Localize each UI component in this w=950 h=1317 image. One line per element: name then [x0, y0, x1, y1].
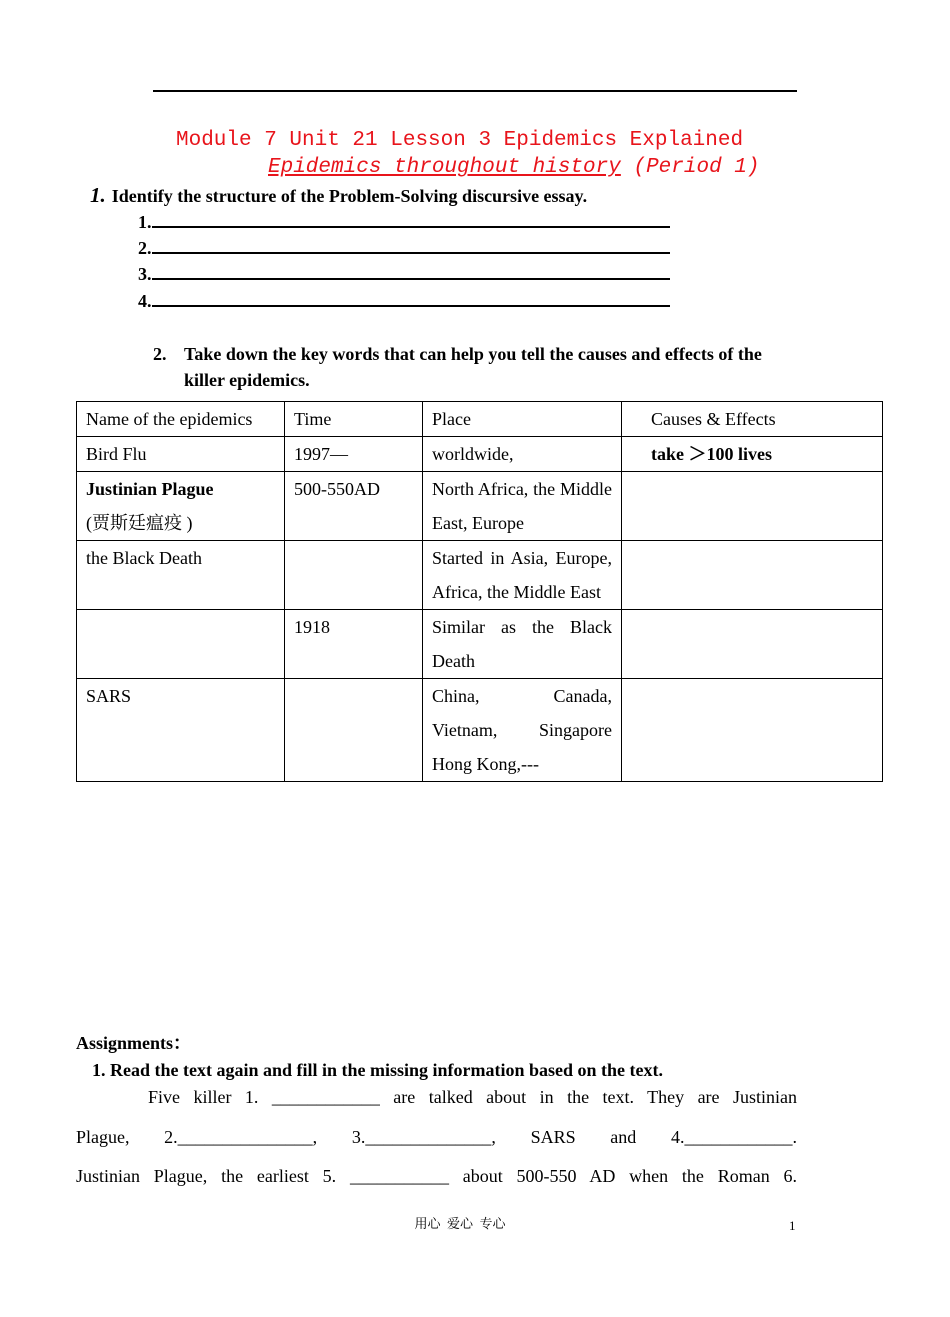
cell-time[interactable] — [285, 541, 423, 610]
answer-blank-label: 1. — [138, 212, 152, 232]
cell-place: North Africa, the Middle East, Europe — [423, 472, 622, 541]
table-row — [77, 437, 883, 472]
cell-name-main: Justinian Plague — [86, 479, 214, 499]
question-1-text: Identify the structure of the Problem-Solving discursive essay. — [111, 186, 588, 206]
assignment-text-line-2[interactable]: Plague, 2._______________, 3.______________, SARS and 4.____________. — [76, 1127, 797, 1147]
subtitle-underlined: Epidemics throughout history — [268, 156, 621, 179]
cell-name: the Black Death — [77, 541, 285, 610]
answer-blank-3[interactable] — [138, 261, 670, 287]
table-header-row — [77, 402, 883, 437]
footer-motto: 用心 爱心 专心 — [414, 1216, 506, 1231]
answer-blank-label: 4. — [138, 291, 152, 311]
answer-blank-2[interactable] — [138, 235, 670, 261]
answer-blank-label: 2. — [138, 238, 152, 258]
cell-place: Started in Asia, Europe, Africa, the Middle East — [423, 541, 622, 610]
table-row — [77, 541, 883, 610]
cell-time: 1918 — [285, 610, 423, 679]
header-time: Time — [285, 402, 423, 437]
epidemics-table — [76, 401, 883, 782]
cell-place: worldwide, — [423, 437, 622, 472]
cell-time[interactable] — [285, 679, 423, 782]
question-2 — [153, 341, 803, 393]
question-2-number: 2. — [153, 344, 167, 364]
lesson-subtitle — [268, 155, 759, 181]
cell-effects[interactable] — [622, 610, 883, 679]
cell-name: SARS — [77, 679, 285, 782]
page-number: 1 — [789, 1218, 796, 1233]
assignment-text-line-1[interactable]: Five killer 1. ____________ are talked about in the text. They are Justinian — [148, 1087, 797, 1107]
cell-name — [77, 472, 285, 541]
answer-blank-1[interactable] — [138, 209, 670, 235]
cell-name[interactable] — [77, 610, 285, 679]
header-name: Name of the epidemics — [77, 402, 285, 437]
cell-place: Similar as the Black Death — [423, 610, 622, 679]
cell-time: 500-550AD — [285, 472, 423, 541]
cell-effects[interactable]: take ＞100 lives — [622, 437, 883, 472]
assignment-question-1: 1. Read the text again and fill in the missing information based on the text. — [92, 1060, 664, 1080]
answer-blank-4[interactable] — [138, 288, 670, 314]
header-effects: Causes & Effects — [622, 402, 883, 437]
lesson-title: Module 7 Unit 21 Lesson 3 Epidemics Explained — [176, 129, 744, 152]
cell-name: Bird Flu — [77, 437, 285, 472]
header-place: Place — [423, 402, 622, 437]
question-1-number: 1. — [90, 183, 106, 207]
cell-effects[interactable] — [622, 472, 883, 541]
cell-name-sub: (贾斯廷瘟疫 ) — [86, 513, 193, 533]
assignments-heading: Assignments： — [76, 1033, 192, 1053]
cell-place: China, Canada, Vietnam, Singapore Hong Kong,--- — [423, 679, 622, 782]
table-row — [77, 610, 883, 679]
question-1 — [90, 182, 587, 209]
cell-effects[interactable] — [622, 679, 883, 782]
assignment-text-line-3[interactable]: Justinian Plague, the earliest 5. ___________ about 500-550 AD when the Roman 6. — [76, 1166, 797, 1186]
subtitle-period: (Period 1) — [620, 156, 760, 179]
table-row — [77, 472, 883, 541]
cell-time: 1997— — [285, 437, 423, 472]
header-rule — [153, 90, 797, 92]
table-row — [77, 679, 883, 782]
answer-blank-label: 3. — [138, 264, 152, 284]
cell-effects[interactable] — [622, 541, 883, 610]
question-2-text: Take down the key words that can help you tell the causes and effects of the killer epidemics. — [184, 344, 762, 390]
